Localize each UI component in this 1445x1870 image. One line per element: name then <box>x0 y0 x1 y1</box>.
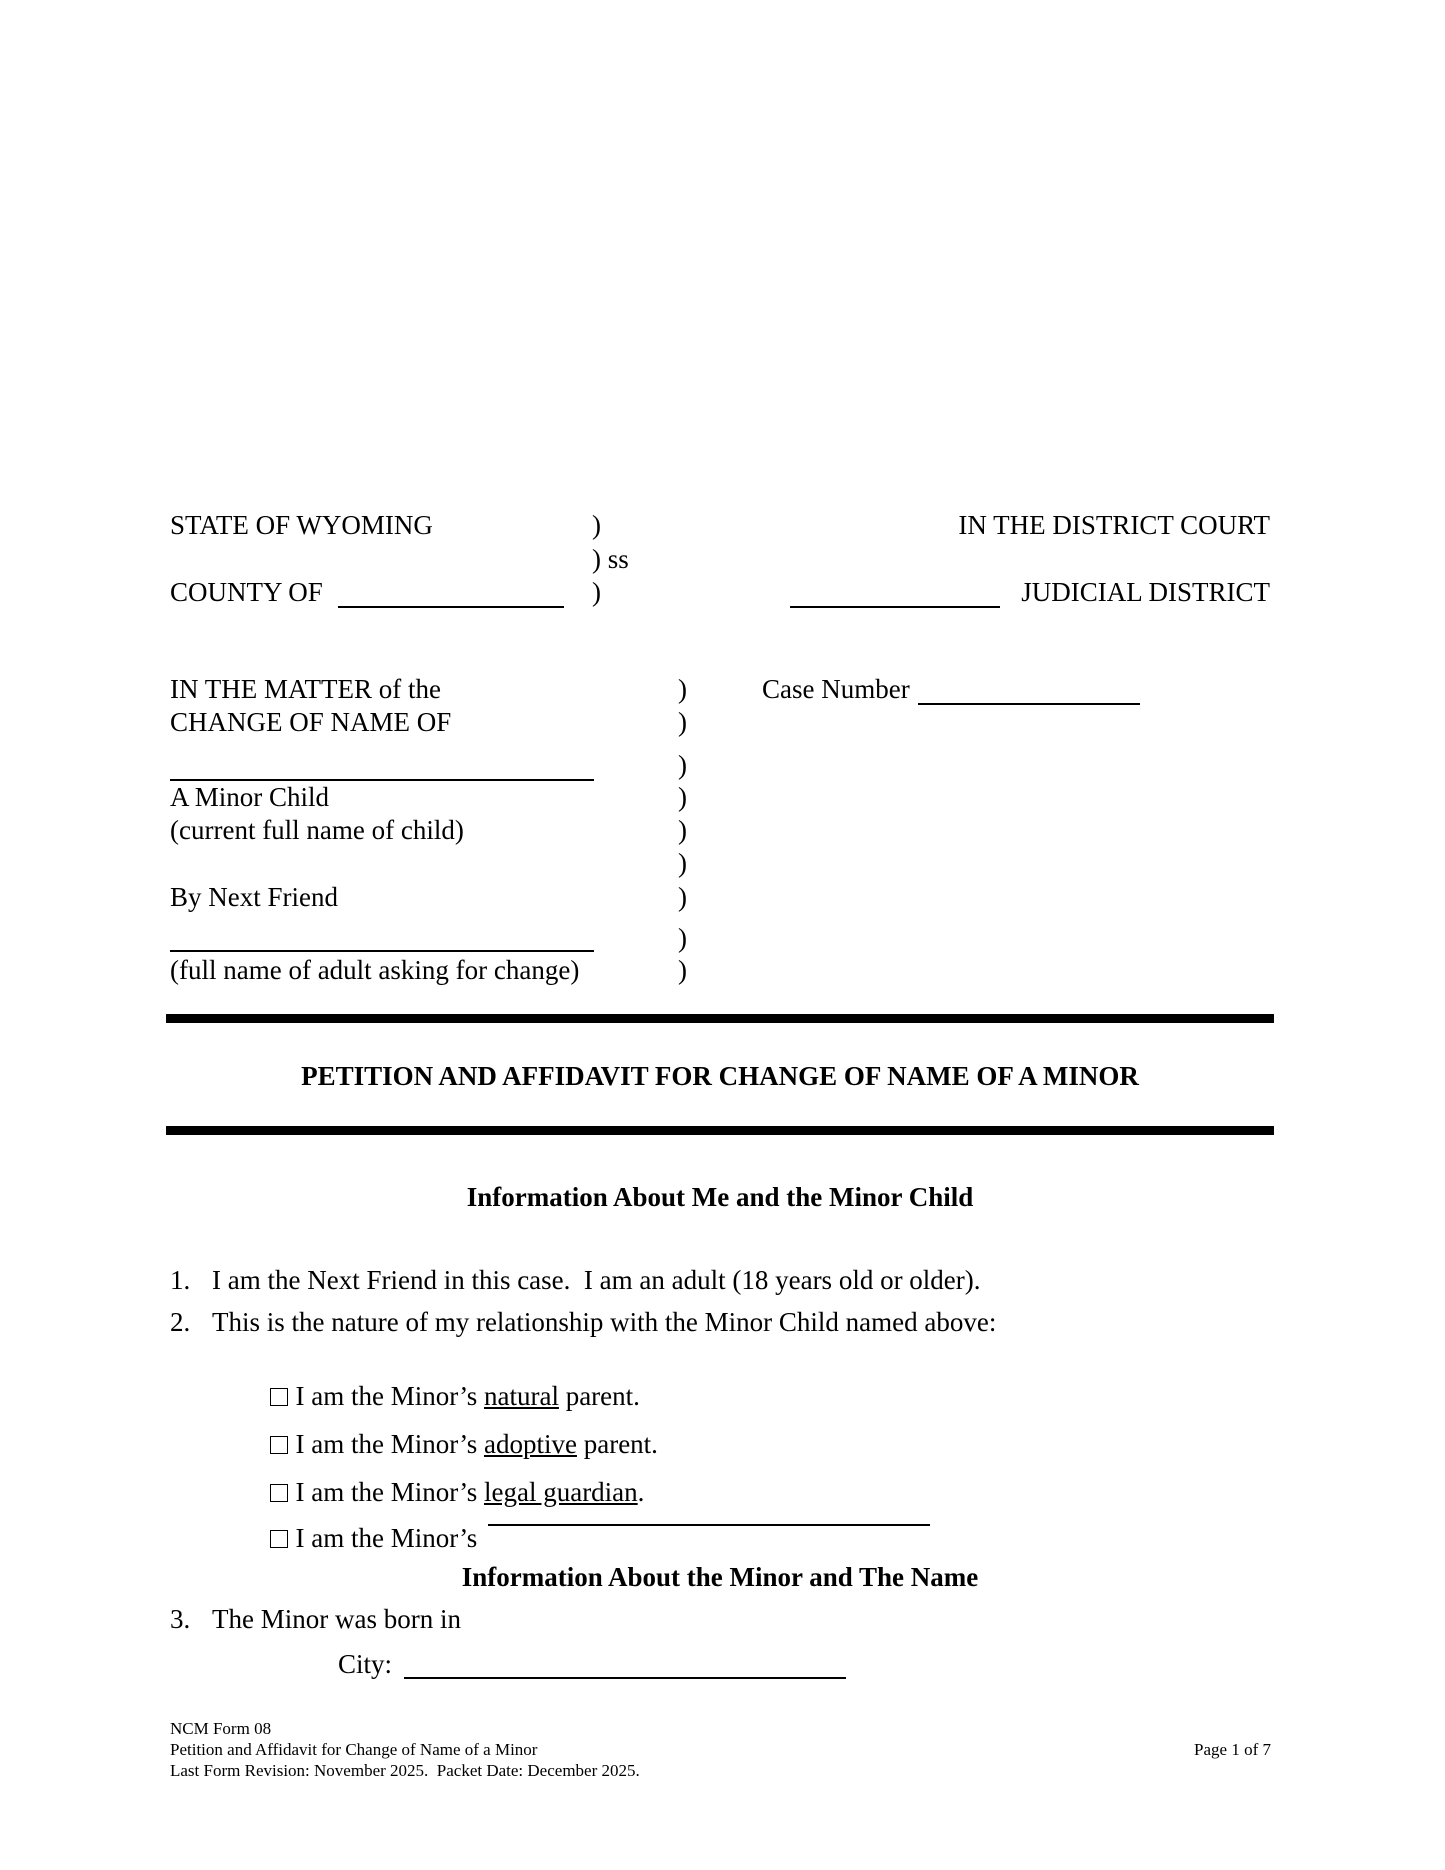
case-number-field[interactable] <box>918 677 1140 705</box>
item-2-text: This is the nature of my relationship with the Minor Child named above: <box>212 1307 997 1337</box>
current-name-note: (current full name of child) <box>170 815 464 845</box>
option-text: parent. <box>576 1429 658 1459</box>
option-text: I am the Minor’s <box>295 1429 484 1459</box>
item-number: 1. <box>170 1265 191 1295</box>
page-title: PETITION AND AFFIDAVIT FOR CHANGE OF NAME OF A MINOR <box>301 1061 1139 1091</box>
footer-revision: Last Form Revision: November 2025. Packet Date: December 2025. <box>170 1761 640 1780</box>
case-number-label: Case Number <box>762 674 910 704</box>
judicial-district-field[interactable] <box>790 580 1000 608</box>
footer-page-number: Page 1 of 7 <box>1194 1740 1271 1759</box>
option-emphasis: natural <box>483 1381 559 1411</box>
caption-paren: ) <box>592 510 601 540</box>
item-1-text: I am the Next Friend in this case. I am an adult (18 years old or older). <box>212 1265 981 1295</box>
caption-paren: ) <box>678 674 687 704</box>
footer-form-name: Petition and Affidavit for Change of Name of a Minor <box>170 1740 538 1759</box>
county-label: COUNTY OF <box>170 577 323 607</box>
birth-city-field[interactable] <box>404 1651 846 1679</box>
item-number: 3. <box>170 1604 191 1634</box>
option-text: I am the Minor’s <box>295 1523 484 1553</box>
section-heading-minor-and-name: Information About the Minor and The Name <box>461 1562 979 1592</box>
item-3-text: The Minor was born in <box>212 1604 461 1634</box>
caption-paren: ) <box>678 923 687 953</box>
option-text: . <box>637 1477 645 1507</box>
divider-bottom <box>166 1126 1274 1135</box>
option-emphasis: legal guardian <box>483 1477 638 1507</box>
caption-paren-ss: ) ss <box>592 544 629 574</box>
child-current-name-field[interactable] <box>170 753 594 781</box>
caption-paren: ) <box>678 815 687 845</box>
divider-top <box>166 1014 1274 1023</box>
by-next-friend-label: By Next Friend <box>170 882 338 912</box>
matter-line-1: IN THE MATTER of the <box>170 674 441 704</box>
relationship-other-field[interactable] <box>488 1498 930 1526</box>
minor-child-label: A Minor Child <box>170 782 330 812</box>
option-emphasis: adoptive <box>483 1429 577 1459</box>
caption-paren: ) <box>678 848 687 878</box>
adult-name-note: (full name of adult asking for change) <box>170 955 580 985</box>
option-text: parent. <box>558 1381 640 1411</box>
caption-paren: ) <box>678 782 687 812</box>
item-number: 2. <box>170 1307 191 1337</box>
caption-paren: ) <box>678 750 687 780</box>
caption-paren: ) <box>678 882 687 912</box>
relationship-option-natural[interactable] <box>256 1356 640 1410</box>
judicial-district-label: JUDICIAL DISTRICT <box>1021 577 1270 607</box>
footer-form-id: NCM Form 08 <box>170 1719 272 1738</box>
checkbox[interactable] <box>270 1530 288 1548</box>
option-text: I am the Minor’s <box>295 1477 484 1507</box>
county-field[interactable] <box>338 580 564 608</box>
caption-paren: ) <box>592 577 601 607</box>
caption-paren: ) <box>678 955 687 985</box>
option-text: I am the Minor’s <box>295 1381 484 1411</box>
relationship-option-other[interactable] <box>256 1498 484 1552</box>
caption-paren: ) <box>678 707 687 737</box>
state-label: STATE OF WYOMING <box>170 510 433 540</box>
court-label: IN THE DISTRICT COURT <box>958 510 1270 540</box>
adult-name-field[interactable] <box>170 924 594 952</box>
section-heading-me-and-minor: Information About Me and the Minor Child <box>466 1182 974 1212</box>
relationship-option-adoptive[interactable] <box>256 1404 658 1458</box>
matter-line-2: CHANGE OF NAME OF <box>170 707 452 737</box>
city-label: City: <box>338 1649 393 1679</box>
